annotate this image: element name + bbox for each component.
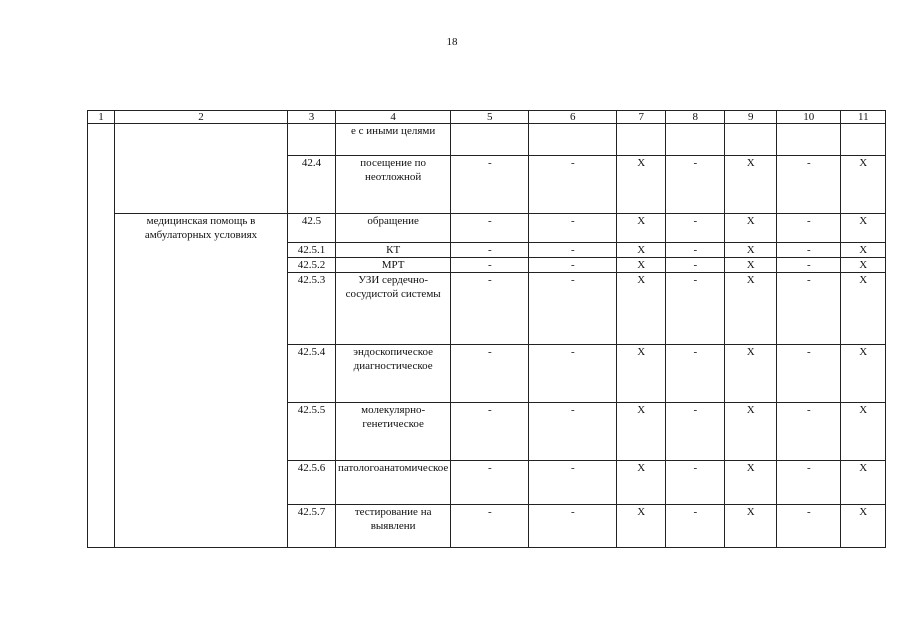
- name-cell: обращение: [336, 214, 451, 243]
- value-cell: X: [841, 156, 886, 214]
- value-cell: X: [725, 156, 777, 214]
- value-cell: -: [529, 214, 617, 243]
- name-cell: эндоскопическое диагностическое: [336, 345, 451, 403]
- section-label: медицинская помощь в амбулаторных условиях: [115, 214, 288, 548]
- value-cell: X: [841, 273, 886, 345]
- value-cell: X: [617, 258, 666, 273]
- value-cell: -: [777, 345, 841, 403]
- col2-cell: [115, 124, 288, 214]
- header-row: [88, 111, 886, 124]
- col1-cell: [88, 124, 115, 548]
- value-cell: -: [777, 403, 841, 461]
- value-cell: -: [777, 258, 841, 273]
- header-cell: 9: [725, 111, 777, 124]
- name-cell: е с иными целями: [336, 124, 451, 156]
- header-cell: 7: [617, 111, 666, 124]
- name-cell: МРТ: [336, 258, 451, 273]
- header-cell: 2: [115, 111, 288, 124]
- header-cell: 11: [841, 111, 886, 124]
- value-cell: X: [617, 505, 666, 548]
- value-cell: -: [451, 273, 529, 345]
- value-cell: X: [841, 345, 886, 403]
- data-table: [87, 110, 886, 548]
- table-row: [88, 124, 886, 156]
- value-cell: X: [841, 243, 886, 258]
- value-cell: X: [725, 214, 777, 243]
- header-cell: 6: [529, 111, 617, 124]
- value-cell: -: [529, 273, 617, 345]
- name-cell: посещение по неотложной: [336, 156, 451, 214]
- code-cell: [288, 124, 336, 156]
- value-cell: -: [666, 156, 725, 214]
- value-cell: -: [777, 243, 841, 258]
- value-cell: [725, 124, 777, 156]
- value-cell: X: [725, 403, 777, 461]
- code-cell: 42.5: [288, 214, 336, 243]
- value-cell: -: [777, 273, 841, 345]
- value-cell: X: [617, 243, 666, 258]
- value-cell: [777, 124, 841, 156]
- value-cell: -: [451, 156, 529, 214]
- value-cell: X: [725, 273, 777, 345]
- value-cell: [617, 124, 666, 156]
- value-cell: -: [451, 345, 529, 403]
- value-cell: X: [725, 505, 777, 548]
- code-cell: 42.5.4: [288, 345, 336, 403]
- header-cell: 4: [336, 111, 451, 124]
- header-cell: 1: [88, 111, 115, 124]
- value-cell: X: [841, 403, 886, 461]
- header-cell: 5: [451, 111, 529, 124]
- code-cell: 42.5.6: [288, 461, 336, 505]
- value-cell: -: [529, 345, 617, 403]
- code-cell: 42.5.1: [288, 243, 336, 258]
- value-cell: -: [529, 505, 617, 548]
- value-cell: -: [777, 461, 841, 505]
- value-cell: -: [529, 243, 617, 258]
- name-cell: КТ: [336, 243, 451, 258]
- value-cell: -: [451, 243, 529, 258]
- value-cell: X: [841, 214, 886, 243]
- value-cell: -: [529, 258, 617, 273]
- code-cell: 42.5.5: [288, 403, 336, 461]
- value-cell: X: [725, 345, 777, 403]
- value-cell: [841, 124, 886, 156]
- value-cell: X: [617, 345, 666, 403]
- value-cell: -: [529, 403, 617, 461]
- code-cell: 42.5.7: [288, 505, 336, 548]
- value-cell: -: [451, 505, 529, 548]
- value-cell: [666, 124, 725, 156]
- value-cell: -: [666, 214, 725, 243]
- value-cell: X: [617, 461, 666, 505]
- value-cell: -: [666, 461, 725, 505]
- value-cell: -: [451, 461, 529, 505]
- value-cell: -: [777, 156, 841, 214]
- table-row: [88, 214, 886, 243]
- value-cell: -: [451, 403, 529, 461]
- value-cell: X: [725, 461, 777, 505]
- value-cell: -: [666, 273, 725, 345]
- value-cell: X: [841, 258, 886, 273]
- value-cell: -: [777, 505, 841, 548]
- name-cell: патологоанатомическое: [336, 461, 451, 505]
- value-cell: -: [529, 156, 617, 214]
- name-cell: УЗИ сердечно-сосудистой системы: [336, 273, 451, 345]
- value-cell: [451, 124, 529, 156]
- name-cell: тестирование на выявлени: [336, 505, 451, 548]
- value-cell: -: [451, 214, 529, 243]
- value-cell: -: [666, 505, 725, 548]
- code-cell: 42.5.2: [288, 258, 336, 273]
- code-cell: 42.4: [288, 156, 336, 214]
- header-cell: 3: [288, 111, 336, 124]
- value-cell: -: [666, 258, 725, 273]
- value-cell: X: [725, 243, 777, 258]
- name-cell: молекулярно-генетическое: [336, 403, 451, 461]
- value-cell: X: [617, 273, 666, 345]
- value-cell: X: [617, 403, 666, 461]
- value-cell: -: [666, 243, 725, 258]
- value-cell: X: [841, 461, 886, 505]
- value-cell: X: [841, 505, 886, 548]
- header-cell: 8: [666, 111, 725, 124]
- value-cell: -: [666, 403, 725, 461]
- value-cell: -: [451, 258, 529, 273]
- value-cell: -: [529, 461, 617, 505]
- page-number: 18: [446, 36, 458, 48]
- code-cell: 42.5.3: [288, 273, 336, 345]
- value-cell: X: [617, 156, 666, 214]
- header-cell: 10: [777, 111, 841, 124]
- value-cell: X: [617, 214, 666, 243]
- value-cell: -: [666, 345, 725, 403]
- value-cell: X: [725, 258, 777, 273]
- value-cell: -: [777, 214, 841, 243]
- value-cell: [529, 124, 617, 156]
